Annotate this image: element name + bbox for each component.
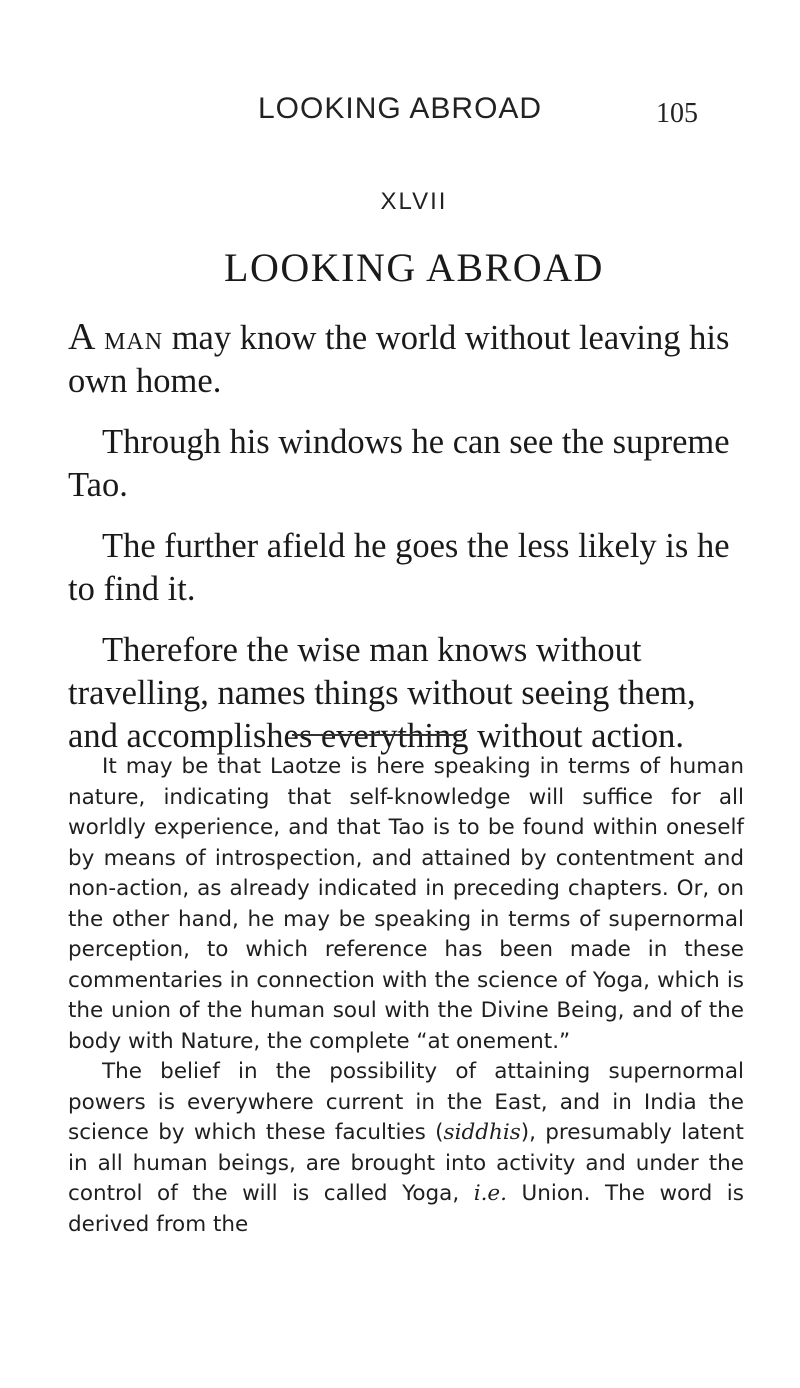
commentary-paragraph-2 (68, 1057, 744, 1240)
verse-2: Through his windows he can see the supreme Tao. (68, 423, 730, 504)
verse-text (68, 316, 744, 776)
commentary-p2-italic: siddhis (443, 1120, 521, 1145)
verse-1-rest: may know the world without leaving his own home. (68, 319, 730, 400)
commentary-p2-part-a: The belief in the possibility of attaining supernormal powers is everywhere current in the East, and in India the science by which these faculties ( (68, 1059, 744, 1145)
commentary-p2-italic-2: i.e. (473, 1181, 507, 1206)
verse-3: The further afield he goes the less likely is he to find it. (68, 527, 730, 608)
commentary-paragraph-1: It may be that Laotze is here speaking in terms of human nature, indicating that self-knowledge will suffice for all worldly experience, and that Tao is to be found within oneself by means of introspection, and attained by contentment and non-action, as already indicated in preceding chapters. Or, on the other hand, he may be speaking in terms of supernormal perception, to which reference has been made in these commentaries in connection with the science of Yoga, which is the union of the human soul with the Divine Being, and of the body with Nature, the complete “at onement.” (68, 754, 744, 1054)
commentary-p2-part-c: Union. The word is derived from the (68, 1181, 744, 1237)
section-divider (292, 734, 462, 736)
chapter-number: XLVII (380, 188, 448, 215)
commentary (68, 752, 744, 1240)
verse-1-smallcaps: man (104, 319, 164, 357)
page-number: 105 (656, 98, 698, 129)
verse-1 (68, 316, 744, 403)
commentary-p2-part-b: ), presumably latent in all human beings, are brought into activity and under the control of the will is called Yoga, (68, 1120, 744, 1206)
running-head: LOOKING ABROAD (258, 92, 543, 125)
chapter-title: LOOKING ABROAD (224, 245, 604, 290)
verse-4: Therefore the wise man knows without travelling, names things without seeing them, and accomplishes everything without action. (68, 631, 696, 755)
verse-1-initial: A (68, 316, 96, 358)
